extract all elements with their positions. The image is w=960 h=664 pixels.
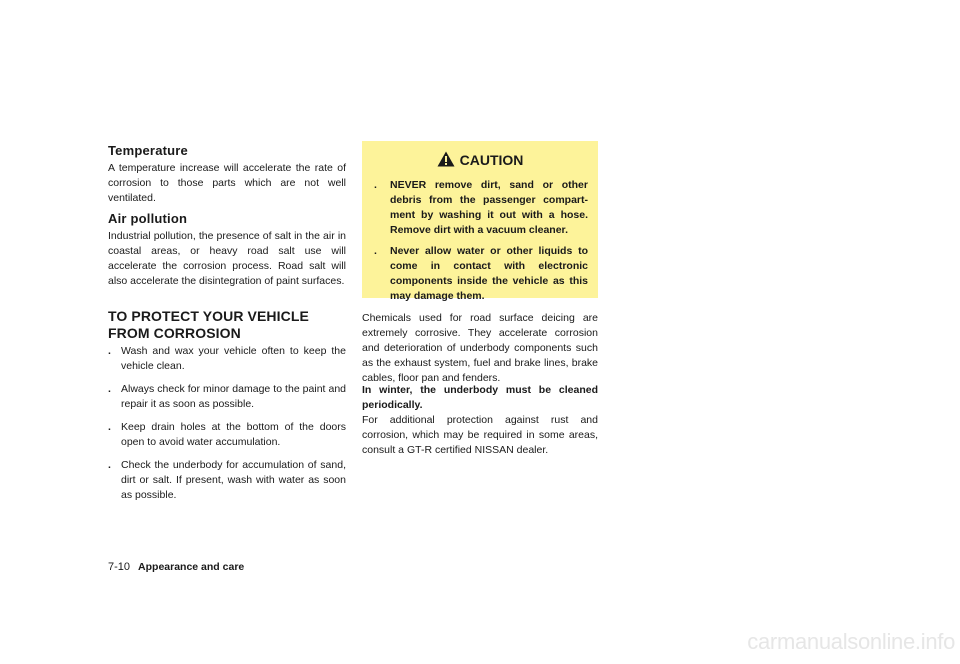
additional-text: For additional protection against rust and corrosion, which may be required in some areas, consult a GT-R certified NISSAN dealer.	[362, 414, 598, 456]
warning-triangle-icon	[437, 151, 455, 167]
bullet-dot: .	[374, 245, 377, 257]
list-item	[108, 420, 346, 450]
list-item	[108, 344, 346, 374]
temperature-heading: Temperature	[108, 143, 188, 158]
bullet-text: Keep drain holes at the bottom of the doors open to avoid water accumulation.	[121, 421, 346, 448]
bullet-dot: .	[108, 345, 111, 357]
list-item	[108, 382, 346, 412]
air-pollution-heading: Air pollution	[108, 211, 188, 226]
list-item	[108, 458, 346, 503]
air-pollution-text: Industrial pollution, the presence of salt in the air in coastal areas, or heavy road salt use will accelerate the corrosion process. Road salt will also accelerate the disintegration of paint surfaces.	[108, 230, 346, 287]
watermark: carmanualsonline.info	[747, 629, 955, 654]
protect-heading: TO PROTECT YOUR VEHICLE FROM CORROSION	[108, 308, 309, 341]
chemicals-text: Chemicals used for road surface deicing are extremely corrosive. They accelerate corrosion and deterioration of underbody components such as the exhaust system, fuel and brake lines, brake cables, floor pan and fenders.	[362, 312, 598, 384]
winter-text: In winter, the underbody must be cleaned periodically.	[362, 384, 598, 411]
bullet-dot: .	[108, 383, 111, 395]
caution-item-text: NEVER remove dirt, sand or other debris from the passenger compart-ment by washing it out with a hose. Remove dirt with a vacuum cleaner.	[390, 179, 588, 236]
page-number: 7-10	[108, 561, 131, 573]
list-item	[374, 178, 588, 238]
caution-list	[374, 178, 588, 304]
protect-list	[108, 344, 346, 503]
bullet-text: Always check for minor damage to the paint and repair it as soon as possible.	[121, 383, 346, 410]
bullet-dot: .	[108, 421, 111, 433]
caution-title: CAUTION	[459, 152, 524, 168]
page-footer	[108, 560, 244, 574]
temperature-text: A temperature increase will accelerate the rate of corrosion to those parts which are not well ventilated.	[108, 162, 346, 204]
bullet-dot: .	[374, 179, 377, 191]
section-title: Appearance and care	[138, 561, 245, 573]
bullet-text: Wash and wax your vehicle often to keep the vehicle clean.	[121, 345, 346, 372]
caution-header	[362, 151, 598, 169]
list-item	[374, 244, 588, 304]
caution-box	[362, 141, 598, 302]
bullet-dot: .	[108, 459, 111, 471]
caution-item-text: Never allow water or other liquids to come in contact with electronic components inside the vehicle as this may damage them.	[390, 245, 588, 302]
bullet-text: Check the underbody for accumulation of sand, dirt or salt. If present, wash with water as soon as possible.	[121, 459, 346, 501]
